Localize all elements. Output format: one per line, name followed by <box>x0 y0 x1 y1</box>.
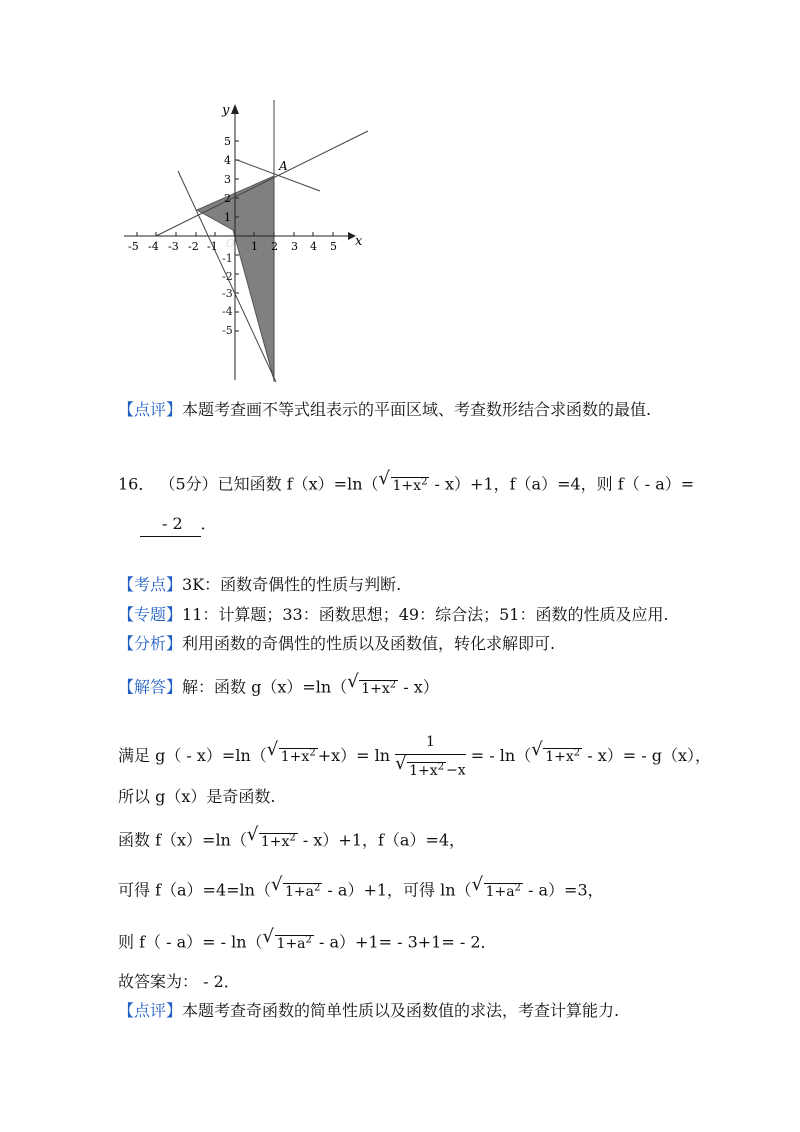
origin-label: O <box>226 237 236 250</box>
question-16 <box>118 470 694 498</box>
satisfy-line: 满足 g（ - x）=ln（√ $1+x^2 +x)= \ln$ 1 √ $1+x^2 -x$ = - ln（√ $1+x^2 - x)= - g(x)$， <box>118 730 711 783</box>
fraction: 1 √ $1+x^2 -x$ <box>395 730 466 783</box>
region-graph <box>118 98 378 388</box>
answer-summary: 故答案为： - 2． <box>118 972 240 991</box>
svg-text:4: 4 <box>310 240 317 253</box>
answer-line: - 2 ． <box>140 512 217 537</box>
x-axis-label: x <box>355 234 363 249</box>
svg-text:-3: -3 <box>168 240 179 253</box>
svg-text:5: 5 <box>224 135 231 148</box>
question-number: 16． <box>118 474 155 494</box>
svg-text:1: 1 <box>224 211 231 224</box>
question-stem: （5分）已知函数 f（x）=ln（ <box>159 474 379 494</box>
svg-text:-1: -1 <box>207 240 218 253</box>
fenxi-line: 【分析】利用函数的奇偶性的性质以及函数值，转化求解即可. <box>118 634 556 653</box>
review-tag: 【点评】 <box>118 400 183 419</box>
question-stem-tail: - x）+1，f（a）=4，则 f（ - a）= <box>434 474 695 494</box>
get-line: 可得 f（a）=4=ln（√ $1+a^2 - a)+1$，可得 ln（√ $1+a^2 - a)=3$， <box>118 876 604 904</box>
sqrt-expr: √ $1+a^2$ <box>472 876 523 904</box>
svg-text:-5: -5 <box>222 324 233 337</box>
svg-text:4: 4 <box>224 154 231 167</box>
svg-text:-2: -2 <box>222 270 233 283</box>
f-line: 函数 f（x）=ln（√ $1+x^2 - x)+1$，f（a）=4， <box>118 826 465 854</box>
zhuanti-line: 【专题】11：计算题；33：函数思想；49：综合法；51：函数的性质及应用. <box>118 605 669 624</box>
svg-text:-1: -1 <box>222 252 233 265</box>
sqrt-expr: √ $1+x^2$ <box>247 826 298 854</box>
answer-blank: - 2 <box>140 512 201 537</box>
then-line: 则 f（ - a）= - ln（√ $1+a^2 - a)+1= - 3+1= - 2$． <box>118 928 497 956</box>
sqrt-expr: √ $1+x^2$ <box>379 470 430 498</box>
review-1 <box>118 398 651 422</box>
svg-text:1: 1 <box>251 240 258 253</box>
sqrt-expr: √ $1+x^2$ <box>267 741 318 769</box>
svg-text:-4: -4 <box>222 305 233 318</box>
svg-text:3: 3 <box>291 240 298 253</box>
svg-text:-3: -3 <box>222 287 233 300</box>
svg-text:-5: -5 <box>128 240 139 253</box>
review-2: 【点评】本题考查奇函数的简单性质以及函数值的求法，考查计算能力. <box>118 1001 620 1020</box>
svg-text:5: 5 <box>330 240 337 253</box>
sqrt-expr: √ $1+x^2$ <box>531 741 582 769</box>
jieda-line: 【解答】解：函数 g（x）=ln（√ $1+x^2 - x$） <box>118 673 439 701</box>
svg-text:2: 2 <box>271 240 278 253</box>
kaodian-line: 【考点】3K：函数奇偶性的性质与判断. <box>118 575 402 594</box>
odd-line: 所以 g（x）是奇函数. <box>118 787 276 806</box>
y-axis-label: y <box>222 103 230 118</box>
sqrt-expr: √ $1+x^2$ <box>347 673 398 701</box>
svg-text:2: 2 <box>224 192 231 205</box>
sqrt-expr: √ $1+a^2$ <box>271 876 322 904</box>
review-text: 本题考查画不等式组表示的平面区域、考查数形结合求函数的最值. <box>182 400 652 419</box>
y-axis-arrow <box>231 104 239 114</box>
sqrt-expr: √ $1+a^2$ <box>263 928 314 956</box>
point-a-label: A <box>279 159 288 173</box>
svg-text:-4: -4 <box>148 240 159 253</box>
svg-text:-2: -2 <box>188 240 199 253</box>
svg-text:3: 3 <box>224 173 231 186</box>
